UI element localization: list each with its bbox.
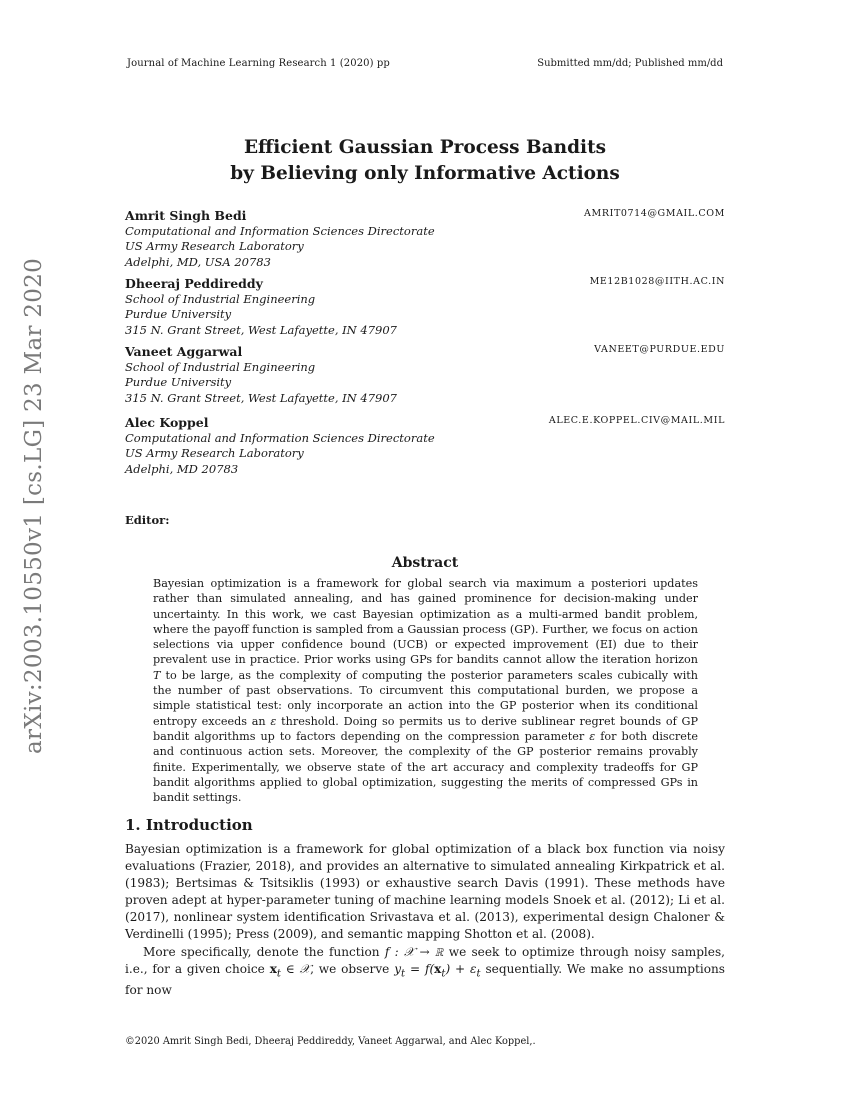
math-variable: ε — [589, 729, 596, 743]
abstract-text — [153, 576, 698, 805]
author-block — [125, 275, 725, 338]
author-affiliation-line: 315 N. Grant Street, West Lafayette, IN 47907 — [125, 322, 397, 337]
author-affiliation-line: US Army Research Laboratory — [125, 446, 304, 461]
math-subscript: t — [276, 968, 281, 980]
author-block — [125, 414, 725, 477]
text-run: More specifically, denote the function — [143, 944, 385, 959]
author-affiliation-line: Adelphi, MD, USA 20783 — [125, 254, 271, 269]
author-name: Vaneet Aggarwal — [125, 344, 243, 359]
paper-title — [125, 135, 725, 187]
abstract-heading: Abstract — [391, 555, 459, 571]
abstract-text-part: Bayesian optimization is a framework for global search via maximum a posteriori updates rather than simulated annealing, and has gained prominence for decision-making under uncertainty. In this work, we cast Bayesian optimization as a multi-armed bandit problem, where the payoff function is sampled from a Gaussian process (GP). Further, we focus on action selections via upper confidence bound (UCB) or expected improvement (EI) due to their prevalent use in practice. Prior works using GPs for bandits cannot allow the iteration horizon — [153, 577, 698, 667]
math-subscript: t — [476, 968, 481, 980]
author-affiliation-line: Purdue University — [125, 375, 232, 390]
author-affiliation-line: School of Industrial Engineering — [125, 360, 316, 374]
math-expression: ) + ε — [445, 961, 477, 976]
math-expression: y — [394, 961, 402, 976]
journal-header: Journal of Machine Learning Research 1 (2020) pp — [127, 58, 390, 69]
author-name: Alec Koppel — [125, 415, 209, 430]
author-affiliation-line: 315 N. Grant Street, West Lafayette, IN 47907 — [125, 390, 397, 405]
author-email: ME12B1028@IITH.AC.IN — [589, 276, 725, 287]
editor-label: Editor: — [125, 513, 170, 527]
author-affiliation-line: US Army Research Laboratory — [125, 239, 304, 254]
author-email: AMRIT0714@GMAIL.COM — [584, 208, 725, 219]
author-email: VANEET@PURDUE.EDU — [594, 344, 725, 355]
author-affiliation-line: Adelphi, MD 20783 — [125, 461, 239, 476]
math-expression: ∈ 𝒳 — [280, 961, 311, 976]
author-affiliation-line: Computational and Information Sciences Directorate — [125, 224, 435, 238]
text-run: we seek to optimize through noisy samples, i.e., for a given choice — [125, 944, 726, 976]
section-heading: 1. Introduction — [125, 816, 253, 834]
author-block — [125, 207, 725, 270]
abstract-text-part: threshold. Doing so permits us to derive sublinear regret bounds of GP bandit algorithms up to factors depending on the compression parameter — [153, 714, 698, 743]
author-affiliation-line: Purdue University — [125, 307, 232, 322]
math-expression: f : 𝒳 → ℝ — [384, 944, 444, 959]
text-run: sequentially. We make no assumptions for now — [125, 961, 726, 998]
abstract-text-part: to be large, as the complexity of computing the posterior parameters scales cubically with the number of past observations. To circumvent this computational burden, we propose a simple statistical test: only incorporate an action into the GP posterior when its conditional entropy exceeds an — [153, 668, 698, 728]
copyright-footnote: ©2020 Amrit Singh Bedi, Dheeraj Peddireddy, Vaneet Aggarwal, and Alec Koppel,. — [125, 1036, 536, 1047]
submission-dates: Submitted mm/dd; Published mm/dd — [537, 58, 723, 69]
math-variable: T — [153, 668, 161, 682]
author-block — [125, 343, 725, 406]
author-name: Dheeraj Peddireddy — [125, 276, 263, 291]
paragraph — [125, 944, 725, 1000]
abstract-text-part: for both discrete and continuous action sets. Moreover, the complexity of the GP posterior remains provably finite. Experimentally, we observe state of the art accuracy and complexity tradeoffs for GP bandit algorithms applied to global optimization, suggesting the merits of compressed GPs in bandit settings. — [153, 729, 699, 805]
text-run: , we observe — [310, 961, 395, 976]
author-affiliation-line: Computational and Information Sciences Directorate — [125, 431, 435, 445]
math-vector: x — [269, 961, 277, 976]
title-line-1: Efficient Gaussian Process Bandits — [243, 137, 607, 158]
math-expression: = f( — [405, 961, 435, 976]
math-vector: x — [434, 961, 442, 976]
paragraph: Bayesian optimization is a framework for global optimization of a black box function via noisy evaluations (Frazier, 2018), and provides an alternative to simulated annealing Kirkpatrick et al. (1983); Bertsimas & Tsitsiklis (1993) or exhaustive search Davis (1991). These methods have proven adept at hyper-parameter tuning of machine learning models Snoek et al. (2012); Li et al. (2017), nonlinear system identification Srivastava et al. (2013), experimental design Chaloner & Verdinelli (1995); Press (2009), and semantic mapping Shotton et al. (2008). — [125, 842, 725, 942]
math-variable: ε — [270, 714, 277, 728]
author-name: Amrit Singh Bedi — [125, 208, 247, 223]
math-subscript: t — [441, 968, 446, 980]
math-subscript: t — [401, 968, 406, 980]
title-line-2: by Believing only Informative Actions — [230, 163, 620, 184]
author-email: ALEC.E.KOPPEL.CIV@MAIL.MIL — [548, 415, 725, 426]
arxiv-side-stamp: arXiv:2003.10550v1 [cs.LG] 23 Mar 2020 — [21, 257, 47, 754]
author-affiliation-line: School of Industrial Engineering — [125, 292, 316, 306]
introduction-body — [125, 841, 725, 999]
